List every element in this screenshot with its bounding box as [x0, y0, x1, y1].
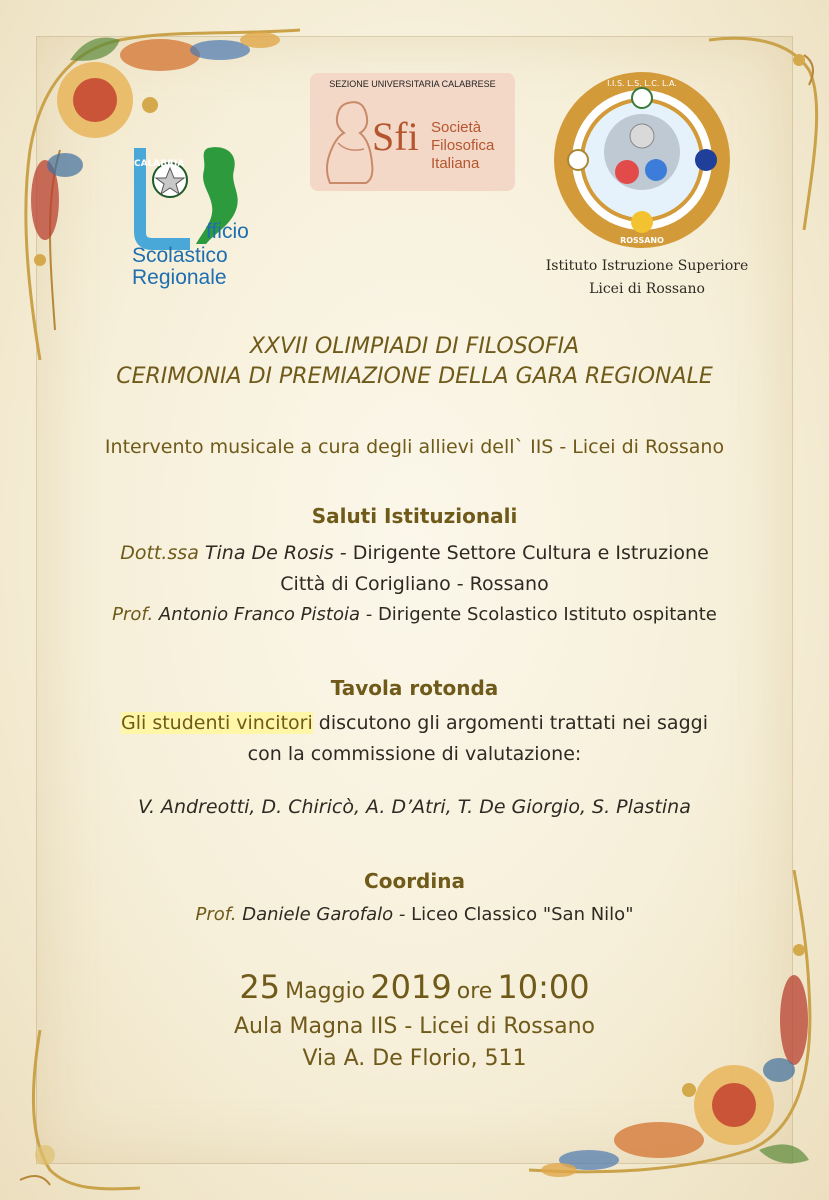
coordinator-role: Liceo Classico "San Nilo" [411, 904, 634, 925]
event-month: Maggio [285, 979, 366, 1004]
event-time: 10:00 [497, 968, 590, 1006]
tavola-line2: con la commissione di valutazione: [247, 743, 582, 765]
coordinator [40, 904, 789, 925]
speaker-1-name: Tina De Rosis - [204, 542, 353, 564]
iis-ring-bottom-text: ROSSANO [620, 236, 664, 245]
tavola-heading: Tavola rotonda [330, 676, 499, 700]
event-address: Via A. De Florio, 511 [302, 1046, 527, 1071]
sfi-name-2: Filosofica [431, 137, 495, 154]
music-intervention: Intervento musicale a cura degli allievi dell` IIS - Licei di Rossano [104, 436, 725, 458]
speaker-2-role: Dirigente Scolastico Istituto ospitante [377, 604, 717, 625]
iis-rossano-emblem [552, 70, 732, 250]
speaker-1-role: Dirigente Settore Cultura e Istruzione [352, 542, 709, 564]
iis-ring-top-text: I.I.S. L.S. L.C. L.A. [607, 79, 677, 88]
student-names: V. Andreotti, D. Chiricò, A. D’Atri, T. De Giorgio, S. Plastina [138, 796, 691, 818]
saluti-heading: Saluti Istituzionali [311, 504, 518, 528]
speaker-2-name: Antonio Franco Pistoia - [158, 604, 378, 625]
sfi-section-label: SEZIONE UNIVERSITARIA CALABRESE [329, 79, 496, 89]
event-year: 2019 [370, 968, 452, 1006]
speaker-1-role-line2: Città di Corigliano - Rossano [280, 573, 549, 595]
coordinator-name: Daniele Garofalo - [242, 904, 412, 925]
winning-students-highlight: Gli studenti vincitori [121, 712, 313, 734]
coordinator-title: Prof. [195, 904, 243, 925]
speaker-1-title: Dott.ssa [120, 542, 205, 564]
saluti-speaker-2 [40, 604, 789, 625]
tavola-line1 [40, 712, 789, 734]
event-subtitle: CERIMONIA DI PREMIAZIONE DELLA GARA REGIONALE [116, 364, 713, 389]
sfi-initials: Sfi [372, 114, 419, 159]
coordina-heading: Coordina [364, 869, 465, 893]
calabria-map-emblem [130, 140, 270, 250]
speaker-2-title: Prof. [112, 604, 159, 625]
sfi-name-3: Italiana [431, 155, 480, 172]
event-day: 25 [239, 968, 281, 1006]
usr-arc-label: CALABRIA [134, 159, 185, 169]
usr-line3: Regionale [132, 266, 227, 289]
usr-line2: Scolastico [132, 244, 228, 267]
sfi-name-1: Società [431, 119, 482, 136]
tavola-line1-rest: discutono gli argomenti trattati nei saggi [312, 712, 708, 734]
event-ore: ore [456, 979, 493, 1004]
event-title: XXVII OLIMPIADI DI FILOSOFIA [249, 334, 580, 359]
usr-logo [130, 140, 270, 300]
iis-caption-line1: Istituto Istruzione Superiore [545, 258, 749, 274]
iis-caption-line2: Licei di Rossano [589, 281, 705, 297]
usr-line1: fficio [206, 220, 249, 243]
event-venue: Aula Magna IIS - Licei di Rossano [233, 1014, 596, 1039]
sfi-logo [310, 73, 515, 191]
event-date-time [40, 968, 789, 1006]
saluti-speaker-1 [40, 542, 789, 564]
